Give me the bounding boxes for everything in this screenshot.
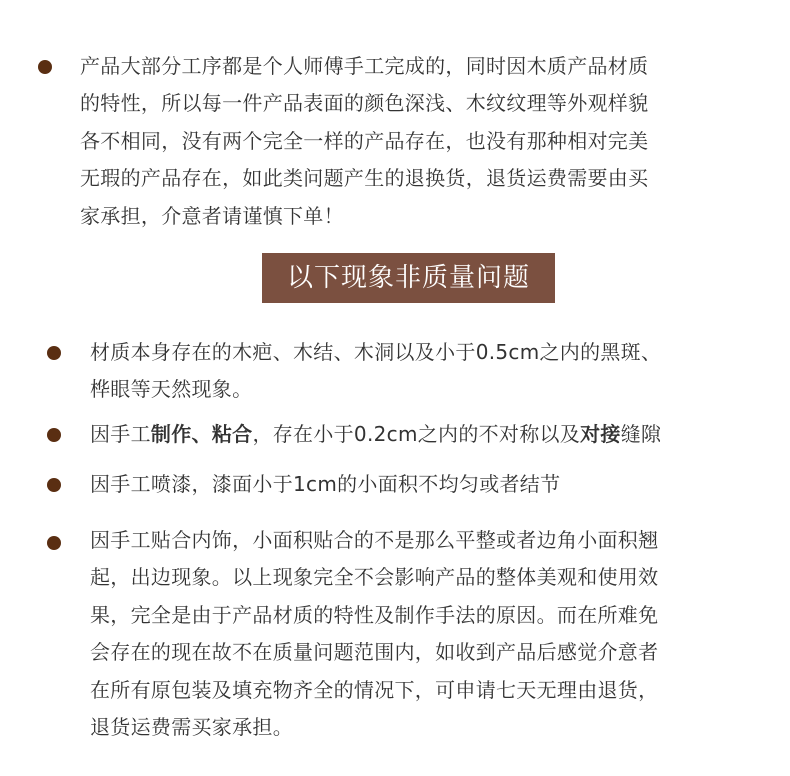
item-bullet (47, 428, 61, 442)
item-line: 桦眼等天然现象。 (90, 377, 253, 402)
intro-line: 产品大部分工序都是个人师傅手工完成的，同时因木质产品材质 (80, 54, 649, 78)
item-bullet (47, 536, 61, 550)
item-line: 因手工贴合内饰，小面积贴合的不是那么平整或者边角小面积翘 (90, 528, 659, 552)
list-item (90, 466, 770, 503)
item-bold-text: 制作 (150, 422, 192, 446)
list-item (90, 522, 770, 746)
intro-paragraph (80, 48, 760, 235)
intro-line: 无瑕的产品存在，如此类问题产生的退换货，退货运费需要由买 (80, 166, 649, 191)
list-item (90, 334, 770, 409)
intro-bullet (38, 60, 52, 74)
item-line: 在所有原包装及填充物齐全的情况下，可申请七天无理由退货， (90, 677, 659, 702)
item-line: 果，完全是由于产品材质的特性及制作手法的原因。而在所难免 (90, 602, 659, 627)
item-bold-text: 、 (191, 422, 212, 446)
list-item (90, 416, 780, 453)
item-line: 起，出边现象。以上现象完全不会影响产品的整体美观和使用效 (90, 565, 659, 590)
section-banner: 以下现象非质量问题 (262, 253, 555, 303)
item-text: 因手工 (90, 422, 151, 446)
item-bold-text: 粘合 (211, 422, 253, 446)
item-text: 缝隙 (620, 422, 662, 446)
item-line: 材质本身存在的木疤、木结、木洞以及小于0.5cm之内的黑斑、 (90, 340, 662, 364)
item-bullet (47, 478, 61, 492)
item-bullet (47, 346, 61, 360)
item-line: 因手工喷漆，漆面小于1cm的小面积不均匀或者结节 (90, 472, 561, 496)
item-bold-text: 对接 (580, 422, 621, 446)
intro-line: 各不相同，没有两个完全一样的产品存在，也没有那种相对完美 (80, 128, 649, 153)
intro-line: 家承担，介意者请谨慎下单！ (80, 203, 344, 228)
item-text: ，存在小于0.2cm之内的不对称以及 (252, 422, 581, 446)
item-line: 会存在的现在故不在质量问题范围内，如收到产品后感觉介意者 (90, 640, 659, 665)
item-line (90, 416, 780, 453)
intro-line: 的特性，所以每一件产品表面的颜色深浅、木纹纹理等外观样貌 (80, 91, 649, 116)
item-line: 退货运费需买家承担。 (90, 715, 293, 740)
